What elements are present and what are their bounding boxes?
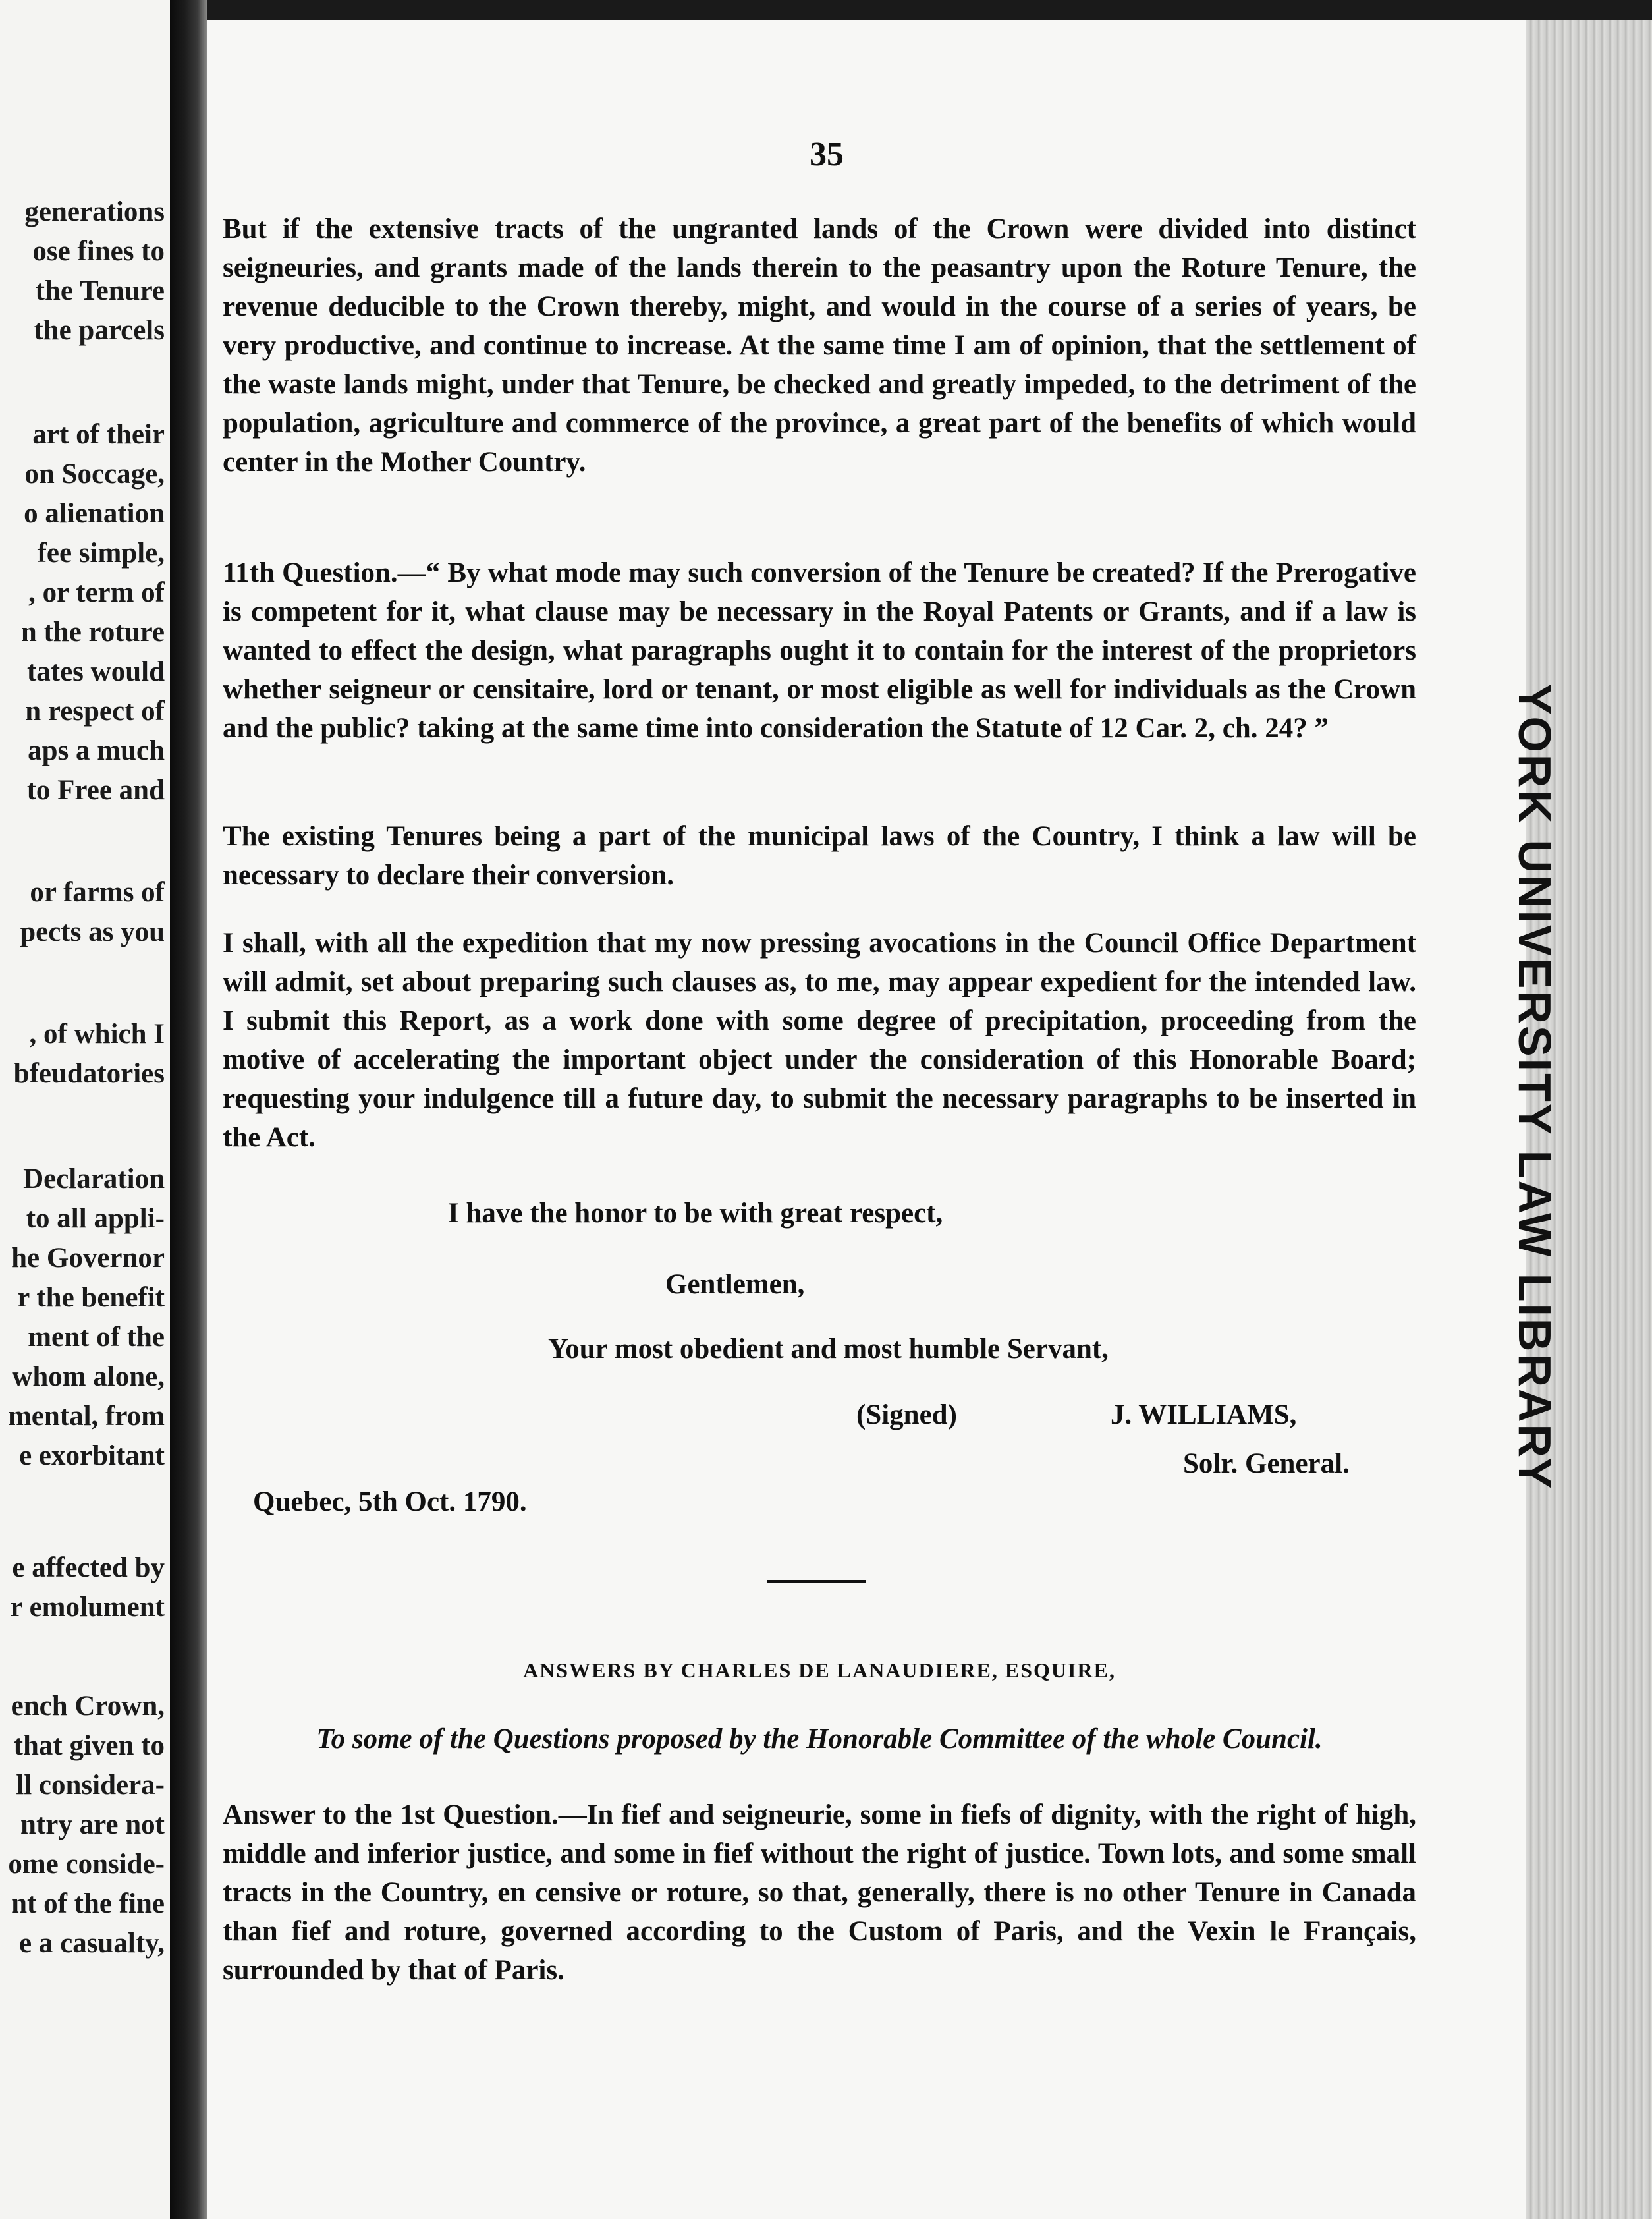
facing-page-line: art of their <box>32 419 165 450</box>
paragraph-3: The existing Tenures being a part of the municipal laws of the Country, I think a law will be necessary to declare their conversion. <box>223 821 1416 891</box>
paragraph-1: But if the extensive tracts of the ungranted lands of the Crown were divided into distinct seigneuries, and grants made of the lands therein to the peasantry upon the Roture Tenure, the revenue deducible to the Crown thereby, might, and would in the course of a series of years, be very productive, and continue to increase. At the same time I am of opinion, that the settlement of the waste lands might, under that Tenure, be checked and greatly impeded, to the detriment of the population, agriculture and commerce of the province, a great part of the benefits of which would center in the Mother Country. <box>223 213 1416 478</box>
facing-page-line: Declaration <box>23 1164 165 1194</box>
facing-page-line: n respect of <box>25 696 165 727</box>
salutation: Gentlemen, <box>665 1269 805 1300</box>
facing-page-line: on Soccage, <box>24 459 165 490</box>
facing-page-line: whom alone, <box>12 1361 165 1392</box>
closing-servant: Your most obedient and most humble Servant, <box>548 1334 1109 1364</box>
closing-line: I have the honor to be with great respect, <box>448 1198 943 1229</box>
facing-page-line: e a casualty, <box>19 1928 165 1959</box>
page-number: 35 <box>810 136 844 173</box>
facing-page-line: ment of the <box>28 1322 165 1353</box>
signed-label: (Signed) <box>856 1399 957 1430</box>
facing-page-line: ose fines to <box>32 236 165 267</box>
facing-page-line: fee simple, <box>37 538 165 569</box>
dateline: Quebec, 5th Oct. 1790. <box>253 1486 527 1517</box>
facing-page-line: generations <box>24 196 165 227</box>
facing-page-line: the parcels <box>34 315 165 346</box>
facing-page-line: to all appli- <box>26 1203 165 1234</box>
facing-page-line: pects as you <box>20 916 165 947</box>
facing-page-line: nt of the fine <box>11 1888 165 1919</box>
facing-page-line: r emolument <box>10 1592 165 1623</box>
section-rule <box>767 1580 866 1583</box>
facing-page-line: e affected by <box>12 1552 165 1583</box>
facing-page-line: he Governor <box>11 1243 165 1274</box>
facing-page <box>0 0 170 2219</box>
facing-page-line: n the roture <box>20 617 165 648</box>
facing-page-line: ench Crown, <box>11 1691 165 1722</box>
book-gutter <box>170 0 207 2219</box>
paragraph-11th-question: 11th Question.—“ By what mode may such conversion of the Tenure be created? If the Prerogative is competent for it, what clause may be necessary in the Royal Patents or Grants, and if a law is wanted to effect the design, what paragraphs ought it to contain for the interest of the proprietors whether seigneur or censitaire, lord or tenant, or most eligible as well for individuals as the Crown and the public? taking at the same time into consideration the Statute of 12 Car. 2, ch. 24? ” <box>223 557 1416 744</box>
facing-page-line: e exorbitant <box>19 1440 165 1471</box>
section-subheading: To some of the Questions proposed by the Honorable Committee of the whole Council. <box>316 1724 1323 1755</box>
facing-page-line: o alienation <box>24 498 165 529</box>
facing-page-line: to Free and <box>26 775 165 806</box>
facing-page-line: ome conside- <box>8 1849 165 1880</box>
facing-page-line: ll considera- <box>16 1770 165 1801</box>
section-heading: ANSWERS BY CHARLES DE LANAUDIERE, ESQUIRE, <box>523 1658 1116 1682</box>
facing-page-line: tates would <box>26 656 165 687</box>
facing-page-line: , or term of <box>28 577 165 608</box>
facing-page-line: ntry are not <box>20 1809 165 1840</box>
facing-page-line: r the benefit <box>17 1282 165 1313</box>
answer-1st-question: Answer to the 1st Question.—In fief and seigneurie, some in fiefs of dignity, with the right of high, middle and inferior justice, and some in fief without the right of justice. Town lots, and some small tracts in the Country, en censive or roture, so that, generally, there is no other Tenure in Canada than fief and roture, governed according to the Custom of Paris, and the Vexin le Français, surrounded by that of Paris. <box>223 1799 1416 1986</box>
signer-name: J. WILLIAMS, <box>1111 1399 1297 1430</box>
facing-page-line: bfeudatories <box>13 1058 165 1089</box>
facing-page-line: , of which I <box>29 1019 165 1050</box>
signer-title: Solr. General. <box>1183 1448 1350 1479</box>
facing-page-line: the Tenure <box>35 275 165 306</box>
facing-page-line: that given to <box>13 1730 165 1761</box>
facing-page-line: aps a much <box>28 735 165 766</box>
library-stamp: YORK UNIVERSITY LAW LIBRARY <box>1509 683 1560 1491</box>
facing-page-line: or farms of <box>30 877 165 908</box>
paragraph-4: I shall, with all the expedition that my now pressing avocations in the Council Office Department will admit, set about preparing such clauses as, to me, may appear expedient for the intended law. I submit this Report, as a work done with some degree of precipitation, proceeding from the motive of accelerating the important object under the consideration of this Honorable Board; requesting your indulgence till a future day, to submit the necessary paragraphs to be inserted in the Act. <box>223 928 1416 1153</box>
facing-page-line: mental, from <box>7 1401 165 1432</box>
